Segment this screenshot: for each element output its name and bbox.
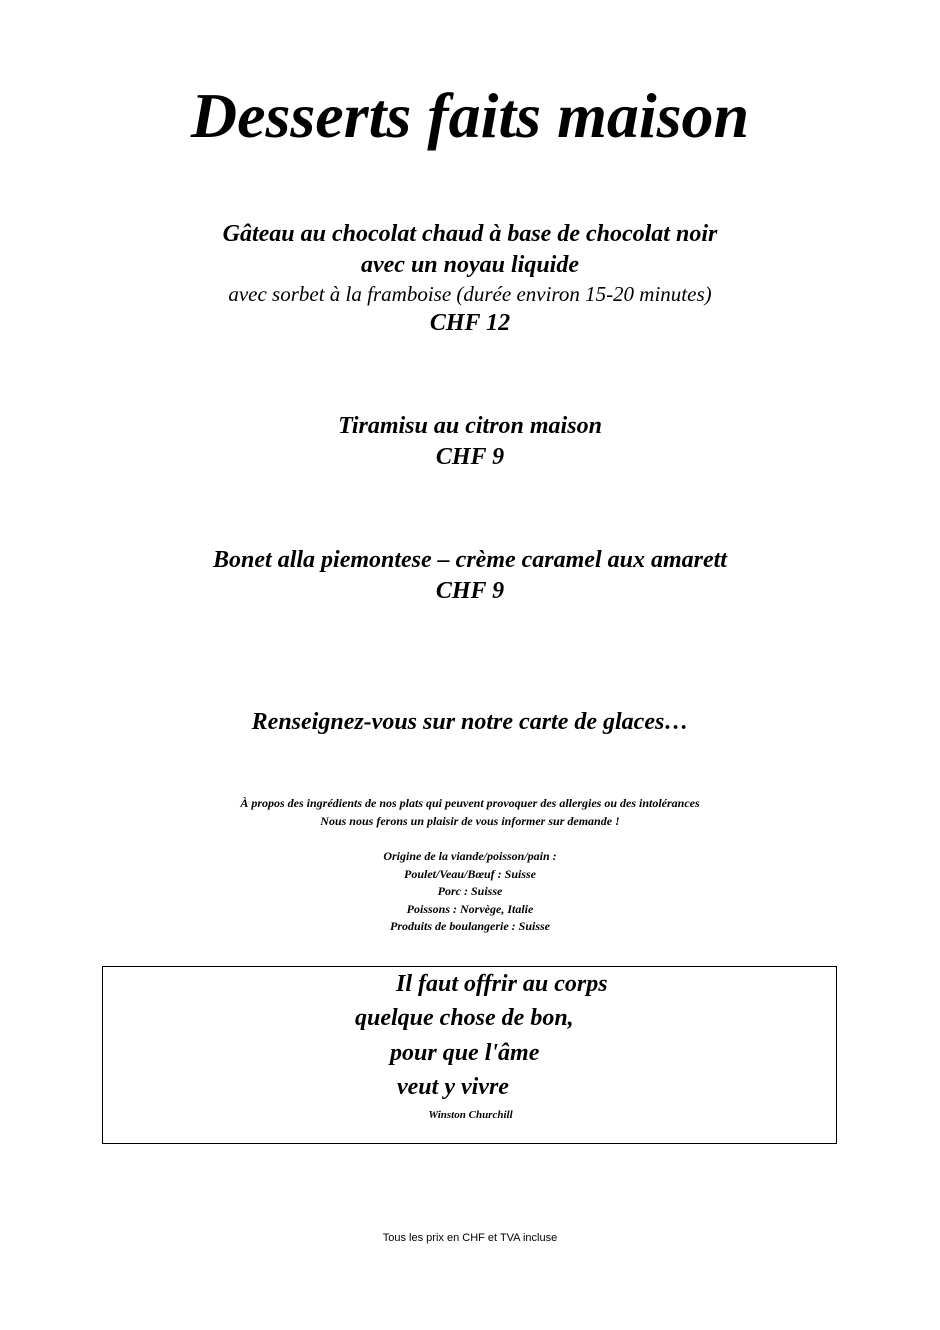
ice-cream-note: Renseignez-vous sur notre carte de glaces…	[251, 709, 689, 735]
dish-price: CHF 12	[429, 310, 511, 336]
quote-author: Winston Churchill	[428, 1109, 513, 1121]
quote-line: Il faut offrir au corps	[396, 971, 608, 997]
quote-box	[102, 966, 837, 1144]
dish-name: Gâteau au chocolat chaud à base de chocolat noir	[222, 221, 718, 247]
origin-line: Porc : Suisse	[437, 884, 503, 898]
dish-price: CHF 9	[435, 578, 505, 604]
dish-bonet	[0, 545, 940, 607]
allergy-line: À propos des ingrédients de nos plats qui peuvent provoquer des allergies ou des intolérances	[240, 796, 700, 810]
dish-tiramisu	[0, 411, 940, 473]
dish-description: avec sorbet à la framboise (durée environ 15-20 minutes)	[228, 282, 712, 306]
price-footer: Tous les prix en CHF et TVA incluse	[382, 1232, 558, 1244]
quote-line: veut y vivre	[397, 1074, 509, 1100]
origin-line: Poissons : Norvège, Italie	[406, 901, 534, 916]
origin-line: Poulet/Veau/Bœuf : Suisse	[403, 866, 537, 881]
origin-line: Produits de boulangerie : Suisse	[389, 919, 551, 933]
allergy-line: Nous nous ferons un plaisir de vous informer sur demande !	[320, 813, 620, 828]
origin-notice	[0, 848, 940, 936]
dish-name: Tiramisu au citron maison	[338, 413, 602, 439]
dish-name: Bonet alla piemontese – crème caramel aux amarett	[213, 547, 727, 573]
dish-name-continued: avec un noyau liquide	[360, 252, 579, 278]
allergy-notice	[0, 795, 940, 830]
quote-line: pour que l'âme	[390, 1040, 540, 1066]
origin-heading: Origine de la viande/poisson/pain :	[383, 849, 557, 863]
dish-price: CHF 9	[435, 444, 505, 470]
dish-chocolate-cake	[0, 219, 940, 339]
page-title: Desserts faits maison	[190, 80, 750, 151]
quote-line: quelque chose de bon,	[355, 1005, 574, 1031]
